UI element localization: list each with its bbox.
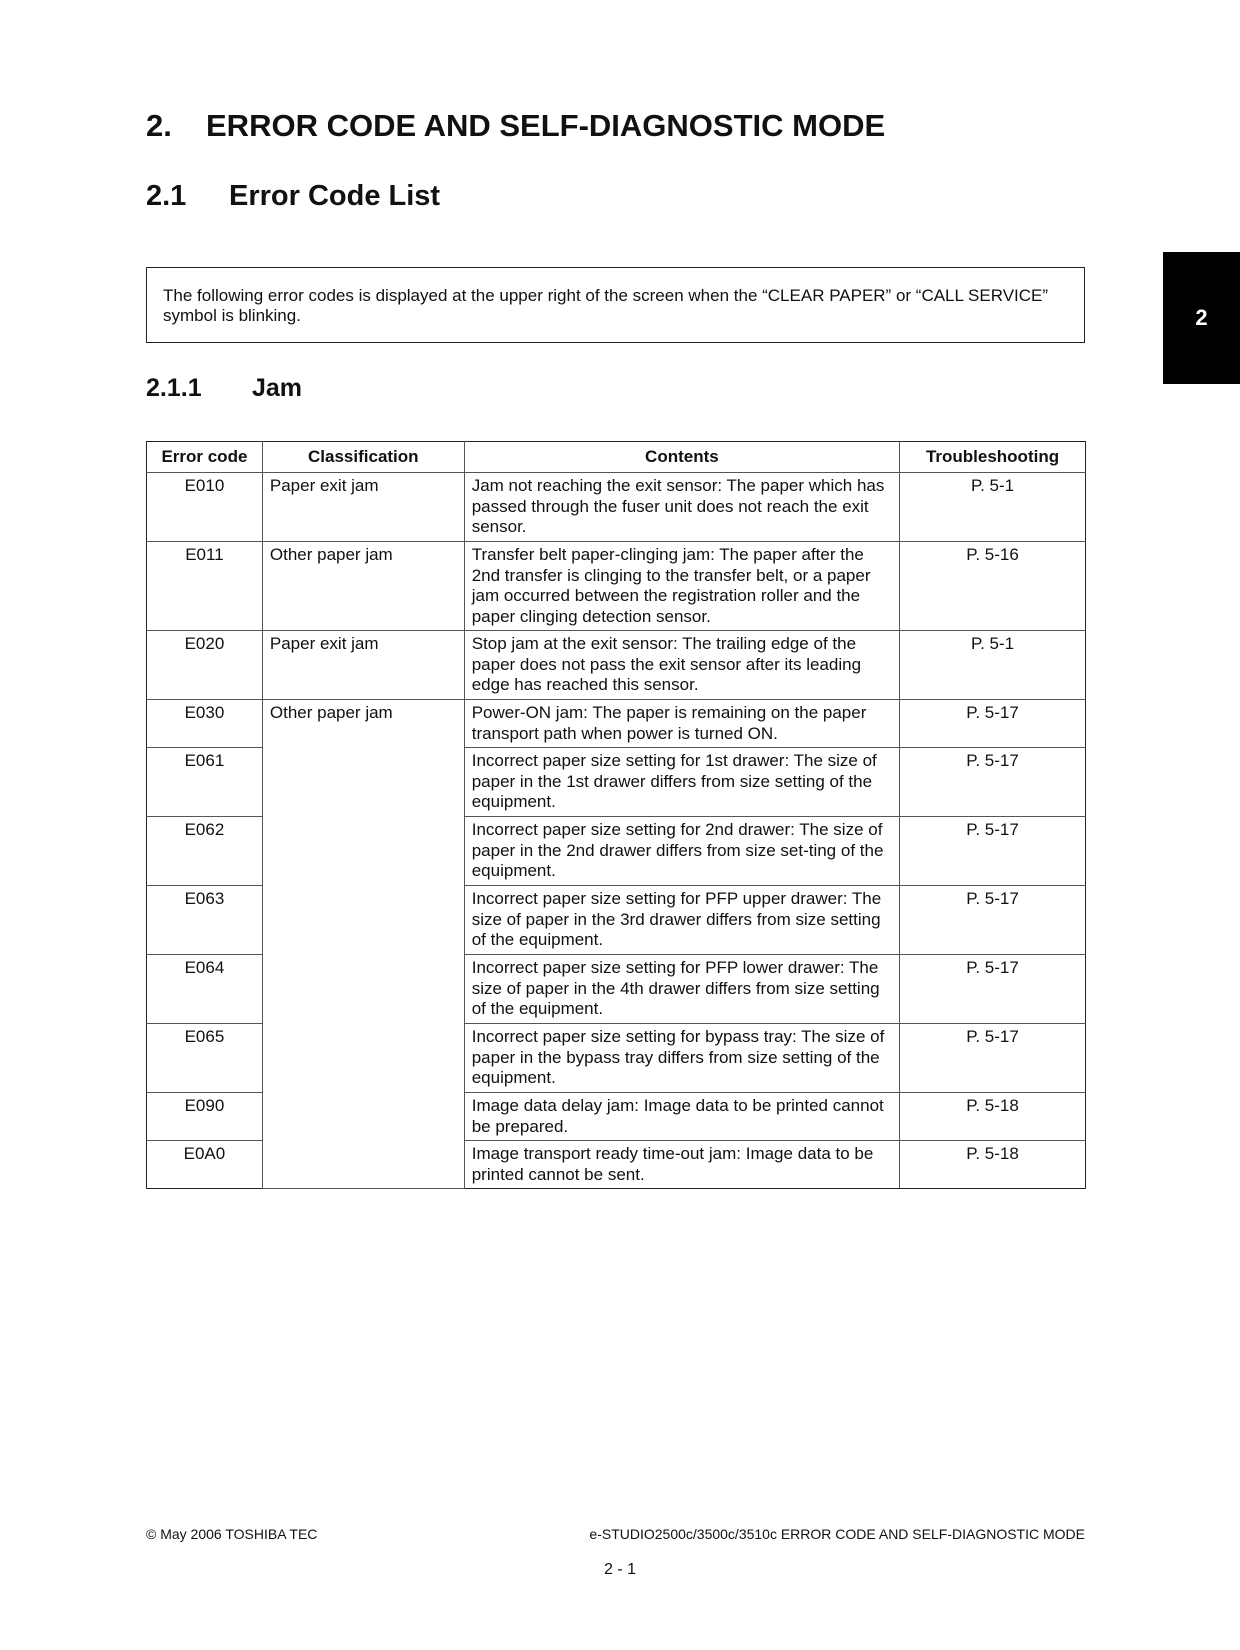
footer-copyright: © May 2006 TOSHIBA TEC	[146, 1526, 318, 1542]
table-row	[147, 700, 1086, 748]
troubleshooting-cell: P. 5-1	[900, 473, 1086, 542]
chapter-tab	[1163, 252, 1240, 384]
table-row	[147, 473, 1086, 542]
error-code-cell: E065	[147, 1024, 263, 1093]
section-heading	[146, 180, 440, 213]
troubleshooting-cell: P. 5-1	[900, 631, 1086, 700]
contents-cell: Transfer belt paper-clinging jam: The paper after the 2nd transfer is clinging to the transfer belt, or a paper jam occurred between the registration roller and the paper clinging detection sensor.	[464, 542, 899, 631]
error-code-cell: E061	[147, 748, 263, 817]
error-code-cell: E011	[147, 542, 263, 631]
contents-cell: Incorrect paper size setting for 1st drawer: The size of paper in the 1st drawer differs from size setting of the equipment.	[464, 748, 899, 817]
contents-cell: Image transport ready time-out jam: Image data to be printed cannot be sent.	[464, 1141, 899, 1189]
troubleshooting-cell: P. 5-18	[900, 1093, 1086, 1141]
error-code-cell: E020	[147, 631, 263, 700]
contents-cell: Jam not reaching the exit sensor: The paper which has passed through the fuser unit does not reach the exit sensor.	[464, 473, 899, 542]
footer-document-title: e-STUDIO2500c/3500c/3510c ERROR CODE AND SELF-DIAGNOSTIC MODE	[589, 1526, 1085, 1542]
table-row	[147, 542, 1086, 631]
error-code-cell: E062	[147, 817, 263, 886]
troubleshooting-cell: P. 5-17	[900, 748, 1086, 817]
table-header-row	[147, 442, 1086, 473]
jam-error-table	[146, 441, 1086, 1189]
troubleshooting-cell: P. 5-17	[900, 700, 1086, 748]
header-contents: Contents	[464, 442, 899, 473]
troubleshooting-cell: P. 5-17	[900, 817, 1086, 886]
contents-cell: Stop jam at the exit sensor: The trailing edge of the paper does not pass the exit sensor after its leading edge has reached this sensor.	[464, 631, 899, 700]
section-number: 2.1	[146, 180, 187, 212]
chapter-tab-label: 2	[1195, 305, 1208, 330]
contents-cell: Incorrect paper size setting for 2nd drawer: The size of paper in the 2nd drawer differs from size set-ting of the equipment.	[464, 817, 899, 886]
troubleshooting-cell: P. 5-17	[900, 886, 1086, 955]
section-title: Error Code List	[229, 180, 441, 212]
contents-cell: Incorrect paper size setting for PFP upper drawer: The size of paper in the 3rd drawer differs from size setting of the equipment.	[464, 886, 899, 955]
table-row	[147, 631, 1086, 700]
error-code-cell: E0A0	[147, 1141, 263, 1189]
header-error-code: Error code	[147, 442, 263, 473]
contents-cell: Image data delay jam: Image data to be printed cannot be prepared.	[464, 1093, 899, 1141]
troubleshooting-cell: P. 5-18	[900, 1141, 1086, 1189]
subsection-number: 2.1.1	[146, 374, 202, 402]
error-code-cell: E030	[147, 700, 263, 748]
classification-cell: Paper exit jam	[262, 631, 464, 700]
notice-box	[146, 267, 1085, 343]
contents-cell: Incorrect paper size setting for PFP lower drawer: The size of paper in the 4th drawer differs from size setting of the equipment.	[464, 955, 899, 1024]
classification-cell: Other paper jam	[262, 542, 464, 631]
subsection-heading	[146, 374, 302, 403]
notice-text: The following error codes is displayed at the upper right of the screen when the “CLEAR PAPER” or “CALL SERVICE” symbol is blinking.	[163, 286, 1049, 325]
contents-cell: Power-ON jam: The paper is remaining on the paper transport path when power is turned ON.	[464, 700, 899, 748]
error-code-cell: E090	[147, 1093, 263, 1141]
header-classification: Classification	[262, 442, 464, 473]
troubleshooting-cell: P. 5-17	[900, 1024, 1086, 1093]
error-code-cell: E063	[147, 886, 263, 955]
error-code-cell: E064	[147, 955, 263, 1024]
classification-cell: Paper exit jam	[262, 473, 464, 542]
header-troubleshooting: Troubleshooting	[900, 442, 1086, 473]
troubleshooting-cell: P. 5-16	[900, 542, 1086, 631]
chapter-heading	[146, 108, 885, 144]
chapter-number: 2.	[146, 108, 172, 143]
subsection-title: Jam	[252, 374, 303, 402]
contents-cell: Incorrect paper size setting for bypass tray: The size of paper in the bypass tray differs from size setting of the equipment.	[464, 1024, 899, 1093]
classification-cell: Other paper jam	[262, 700, 464, 1189]
chapter-title: ERROR CODE AND SELF-DIAGNOSTIC MODE	[206, 108, 886, 143]
error-code-cell: E010	[147, 473, 263, 542]
page-number: 2 - 1	[603, 1561, 636, 1578]
troubleshooting-cell: P. 5-17	[900, 955, 1086, 1024]
